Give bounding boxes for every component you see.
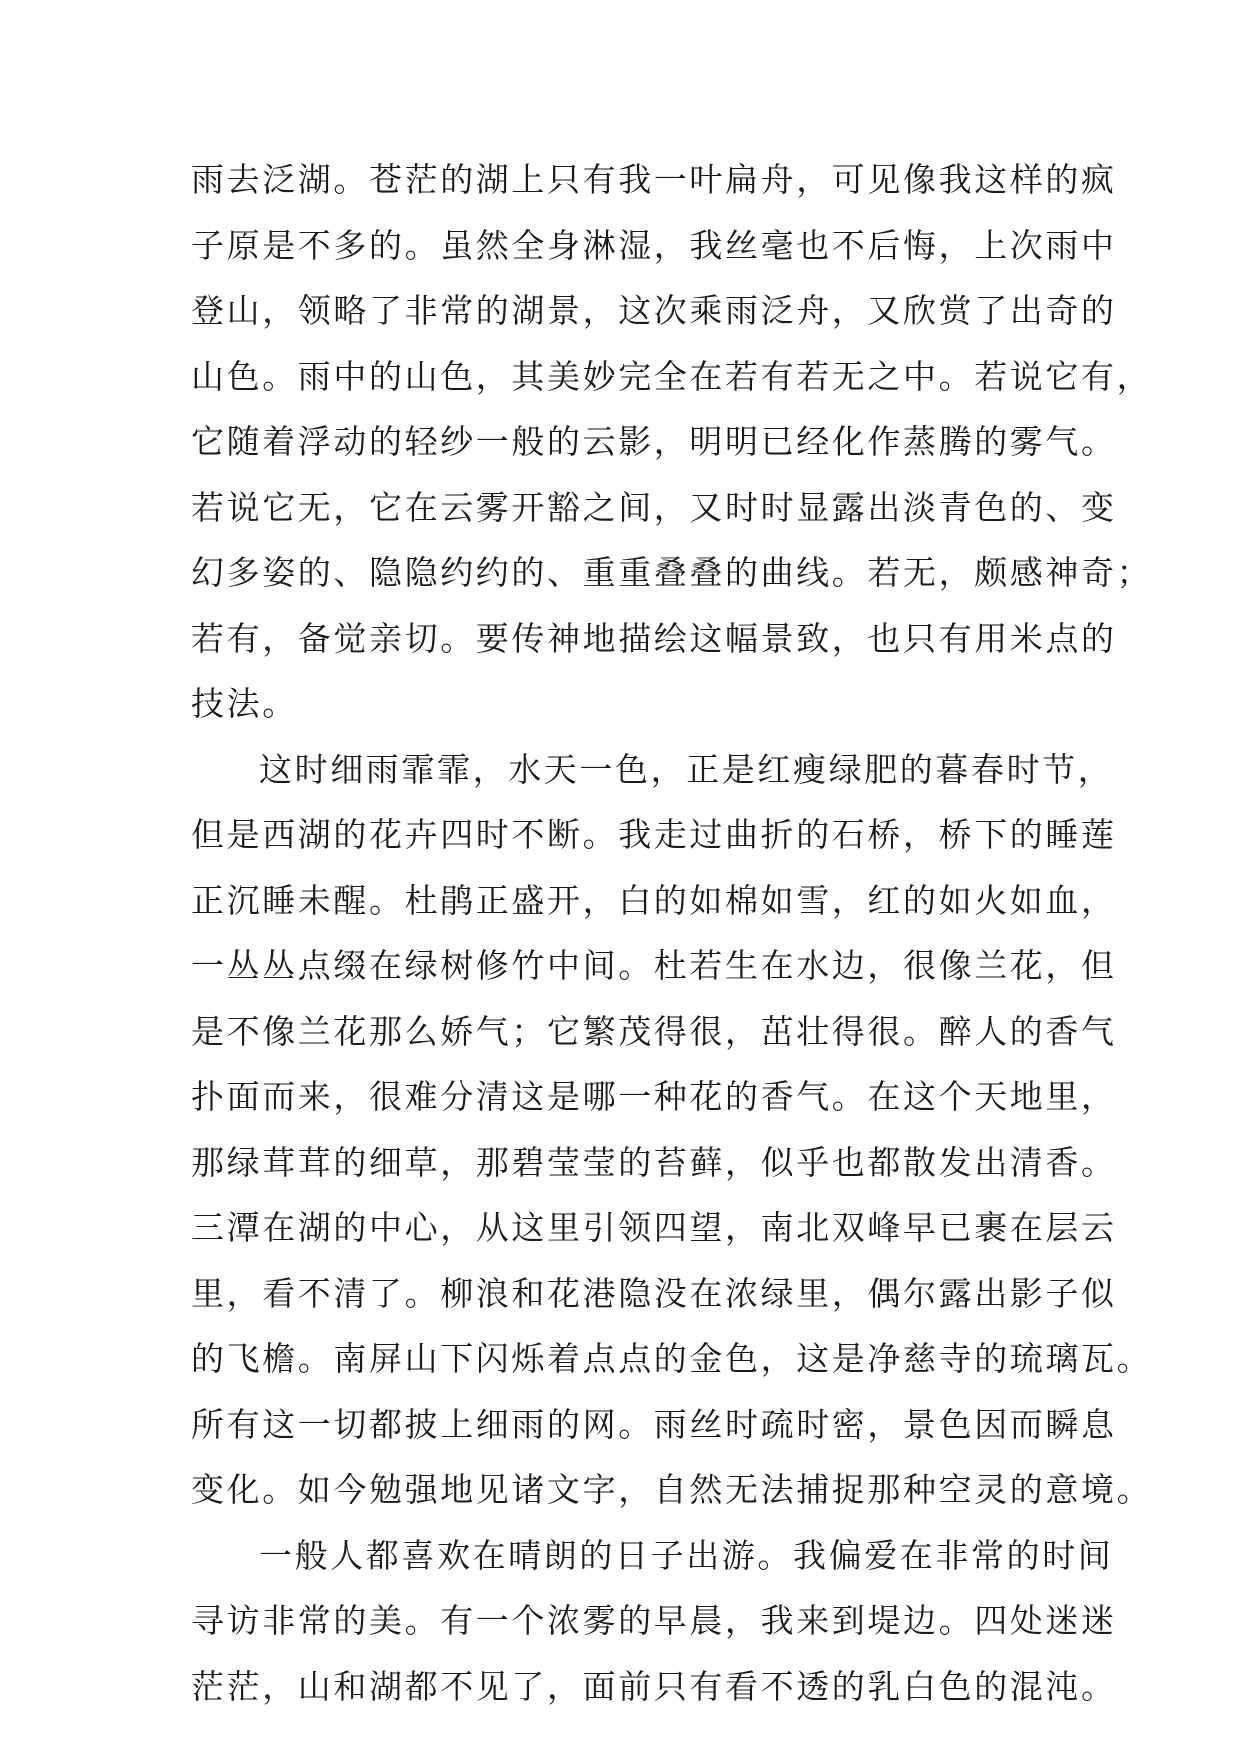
text-line: 寻访非常的美。有一个浓雾的早晨，我来到堤边。四处迷迷 [191, 1601, 1117, 1640]
text-line: 所有这一切都披上细雨的网。雨丝时疏时密，景色因而瞬息 [191, 1404, 1117, 1444]
text-line: 茫茫，山和湖都不见了，面前只有看不透的乳白色的混沌。 [191, 1666, 1117, 1706]
text-line: 正沉睡未醒。杜鹃正盛开，白的如棉如雪，红的如火如血， [191, 880, 1117, 920]
text-line: 登山，领略了非常的湖景，这次乘雨泛舟，又欣赏了出奇的 [191, 291, 1117, 330]
text-line: 雨去泛湖。苍茫的湖上只有我一叶扁舟，可见像我这样的疯 [191, 160, 1117, 199]
text-line: 子原是不多的。虽然全身淋湿，我丝毫也不后悔，上次雨中 [191, 225, 1117, 265]
text-line: 若有，备觉亲切。要传神地描绘这幅景致，也只有用米点的 [191, 618, 1117, 658]
paragraph-start-line: 这时细雨霏霏，水天一色，正是红瘦绿肥的暮春时节， [259, 749, 1114, 789]
text-line: 幻多姿的、隐隐约约的、重重叠叠的曲线。若无，颇感神奇； [191, 553, 1153, 592]
text-line: 的飞檐。南屏山下闪烁着点点的金色，这是净慈寺的琉璃瓦。 [191, 1339, 1153, 1378]
text-line: 若说它无，它在云雾开豁之间，又时时显露出淡青色的、变 [191, 487, 1117, 527]
body-text [191, 158, 1153, 1730]
text-line: 一丛丛点缀在绿树修竹中间。杜若生在水边，很像兰花，但 [191, 946, 1117, 985]
text-line: 技法。 [191, 684, 298, 723]
text-line: 但是西湖的花卉四时不断。我走过曲折的石桥，桥下的睡莲 [191, 815, 1117, 854]
text-line: 扑面而来，很难分清这是哪一种花的香气。在这个天地里， [191, 1077, 1117, 1116]
text-line: 三潭在湖的中心，从这里引领四望，南北双峰早已裹在层云 [191, 1208, 1117, 1247]
text-line: 里，看不清了。柳浪和花港隐没在浓绿里，偶尔露出影子似 [191, 1273, 1117, 1313]
text-line: 那绿茸茸的细草，那碧莹莹的苔藓，似乎也都散发出清香。 [191, 1142, 1117, 1182]
text-line: 是不像兰花那么娇气；它繁茂得很，茁壮得很。醉人的香气 [191, 1011, 1117, 1051]
text-line: 山色。雨中的山色，其美妙完全在若有若无之中。若说它有， [191, 356, 1153, 396]
text-line: 变化。如今勉强地见诸文字，自然无法捕捉那种空灵的意境。 [191, 1470, 1153, 1509]
text-line: 它随着浮动的轻纱一般的云影，明明已经化作蒸腾的雾气。 [191, 422, 1117, 461]
paragraph-start-line: 一般人都喜欢在晴朗的日子出游。我偏爱在非常的时间 [259, 1535, 1114, 1575]
